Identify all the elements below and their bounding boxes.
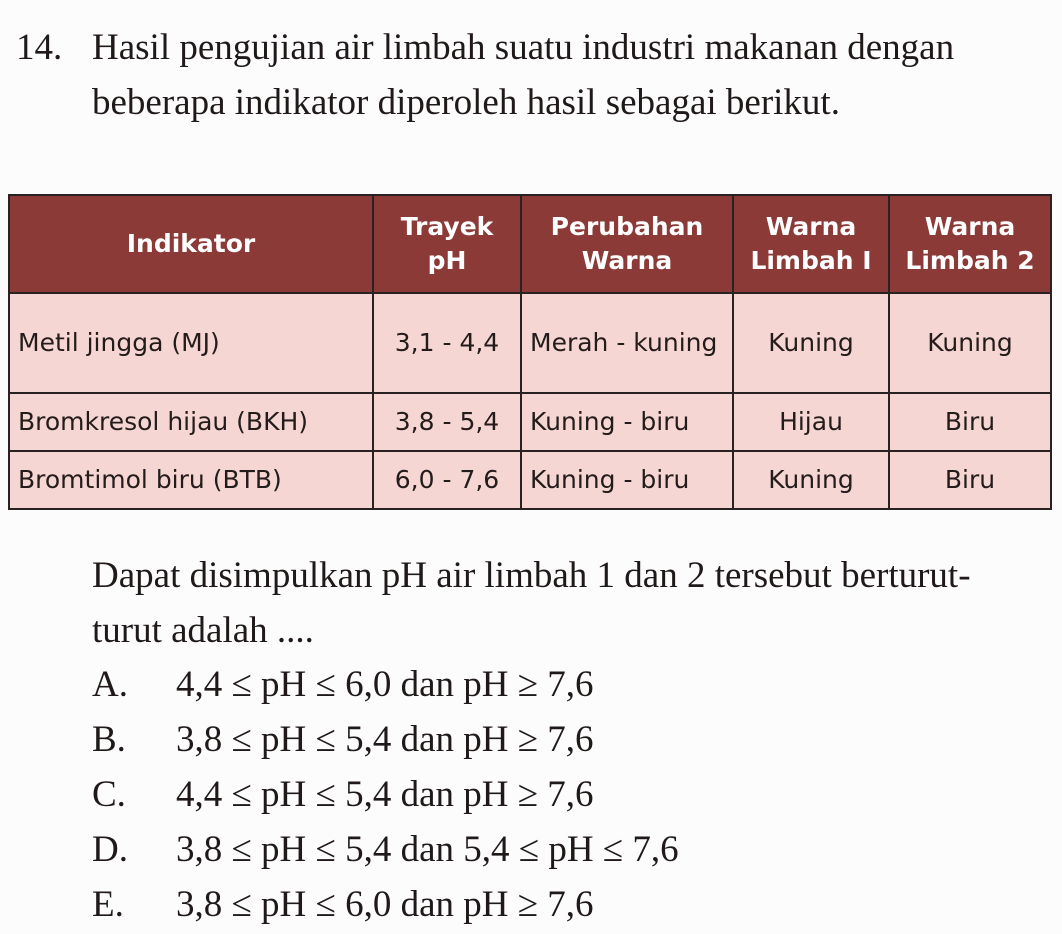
cell-indikator: Bromtimol biru (BTB) [9,451,373,509]
option-d[interactable] [92,822,679,877]
question-number: 14. [16,27,63,68]
header-trayek-ph: Trayek pH [373,195,521,293]
table-row [9,451,1051,509]
header-warna-limbah-2: Warna Limbah 2 [889,195,1051,293]
cell-perubahan: Kuning - biru [521,393,733,451]
cell-trayek: 3,1 - 4,4 [373,293,521,393]
cell-limbah-2: Biru [889,393,1051,451]
header-perubahan-warna: Perubahan Warna [521,195,733,293]
header-warna-limbah-1: Warna Limbah I [733,195,889,293]
option-text: 3,8 ≤ pH ≤ 5,4 dan pH ≥ 7,6 [176,719,594,760]
header-indikator: Indikator [9,195,373,293]
option-text: 3,8 ≤ pH ≤ 5,4 dan 5,4 ≤ pH ≤ 7,6 [176,829,679,870]
option-letter: E. [92,884,124,925]
cell-limbah-1: Kuning [733,293,889,393]
conclusion-prompt: Dapat disimpulkan pH air limbah 1 dan 2 tersebut berturut-turut adalah .... [92,555,971,651]
option-text: 4,4 ≤ pH ≤ 6,0 dan pH ≥ 7,6 [176,664,594,705]
cell-perubahan: Kuning - biru [521,451,733,509]
option-text: 3,8 ≤ pH ≤ 6,0 dan pH ≥ 7,6 [176,884,594,925]
table-row [9,393,1051,451]
option-letter: A. [92,664,128,705]
cell-limbah-1: Hijau [733,393,889,451]
cell-indikator: Metil jingga (MJ) [9,293,373,393]
cell-perubahan: Merah - kuning [521,293,733,393]
question-stem: Hasil pengujian air limbah suatu industri makanan dengan beberapa indikator diperoleh hasil sebagai berikut. [92,27,955,123]
option-a[interactable] [92,657,679,712]
cell-limbah-2: Kuning [889,293,1051,393]
option-e[interactable] [92,877,679,932]
option-letter: D. [92,829,128,870]
table-header-row [9,195,1051,293]
option-letter: B. [92,719,126,760]
option-c[interactable] [92,767,679,822]
table-row [9,293,1051,393]
answer-options [92,657,679,932]
option-b[interactable] [92,712,679,767]
cell-trayek: 6,0 - 7,6 [373,451,521,509]
option-letter: C. [92,774,126,815]
option-text: 4,4 ≤ pH ≤ 5,4 dan pH ≥ 7,6 [176,774,594,815]
cell-limbah-2: Biru [889,451,1051,509]
indicator-table [8,194,1052,510]
cell-limbah-1: Kuning [733,451,889,509]
cell-indikator: Bromkresol hijau (BKH) [9,393,373,451]
cell-trayek: 3,8 - 5,4 [373,393,521,451]
